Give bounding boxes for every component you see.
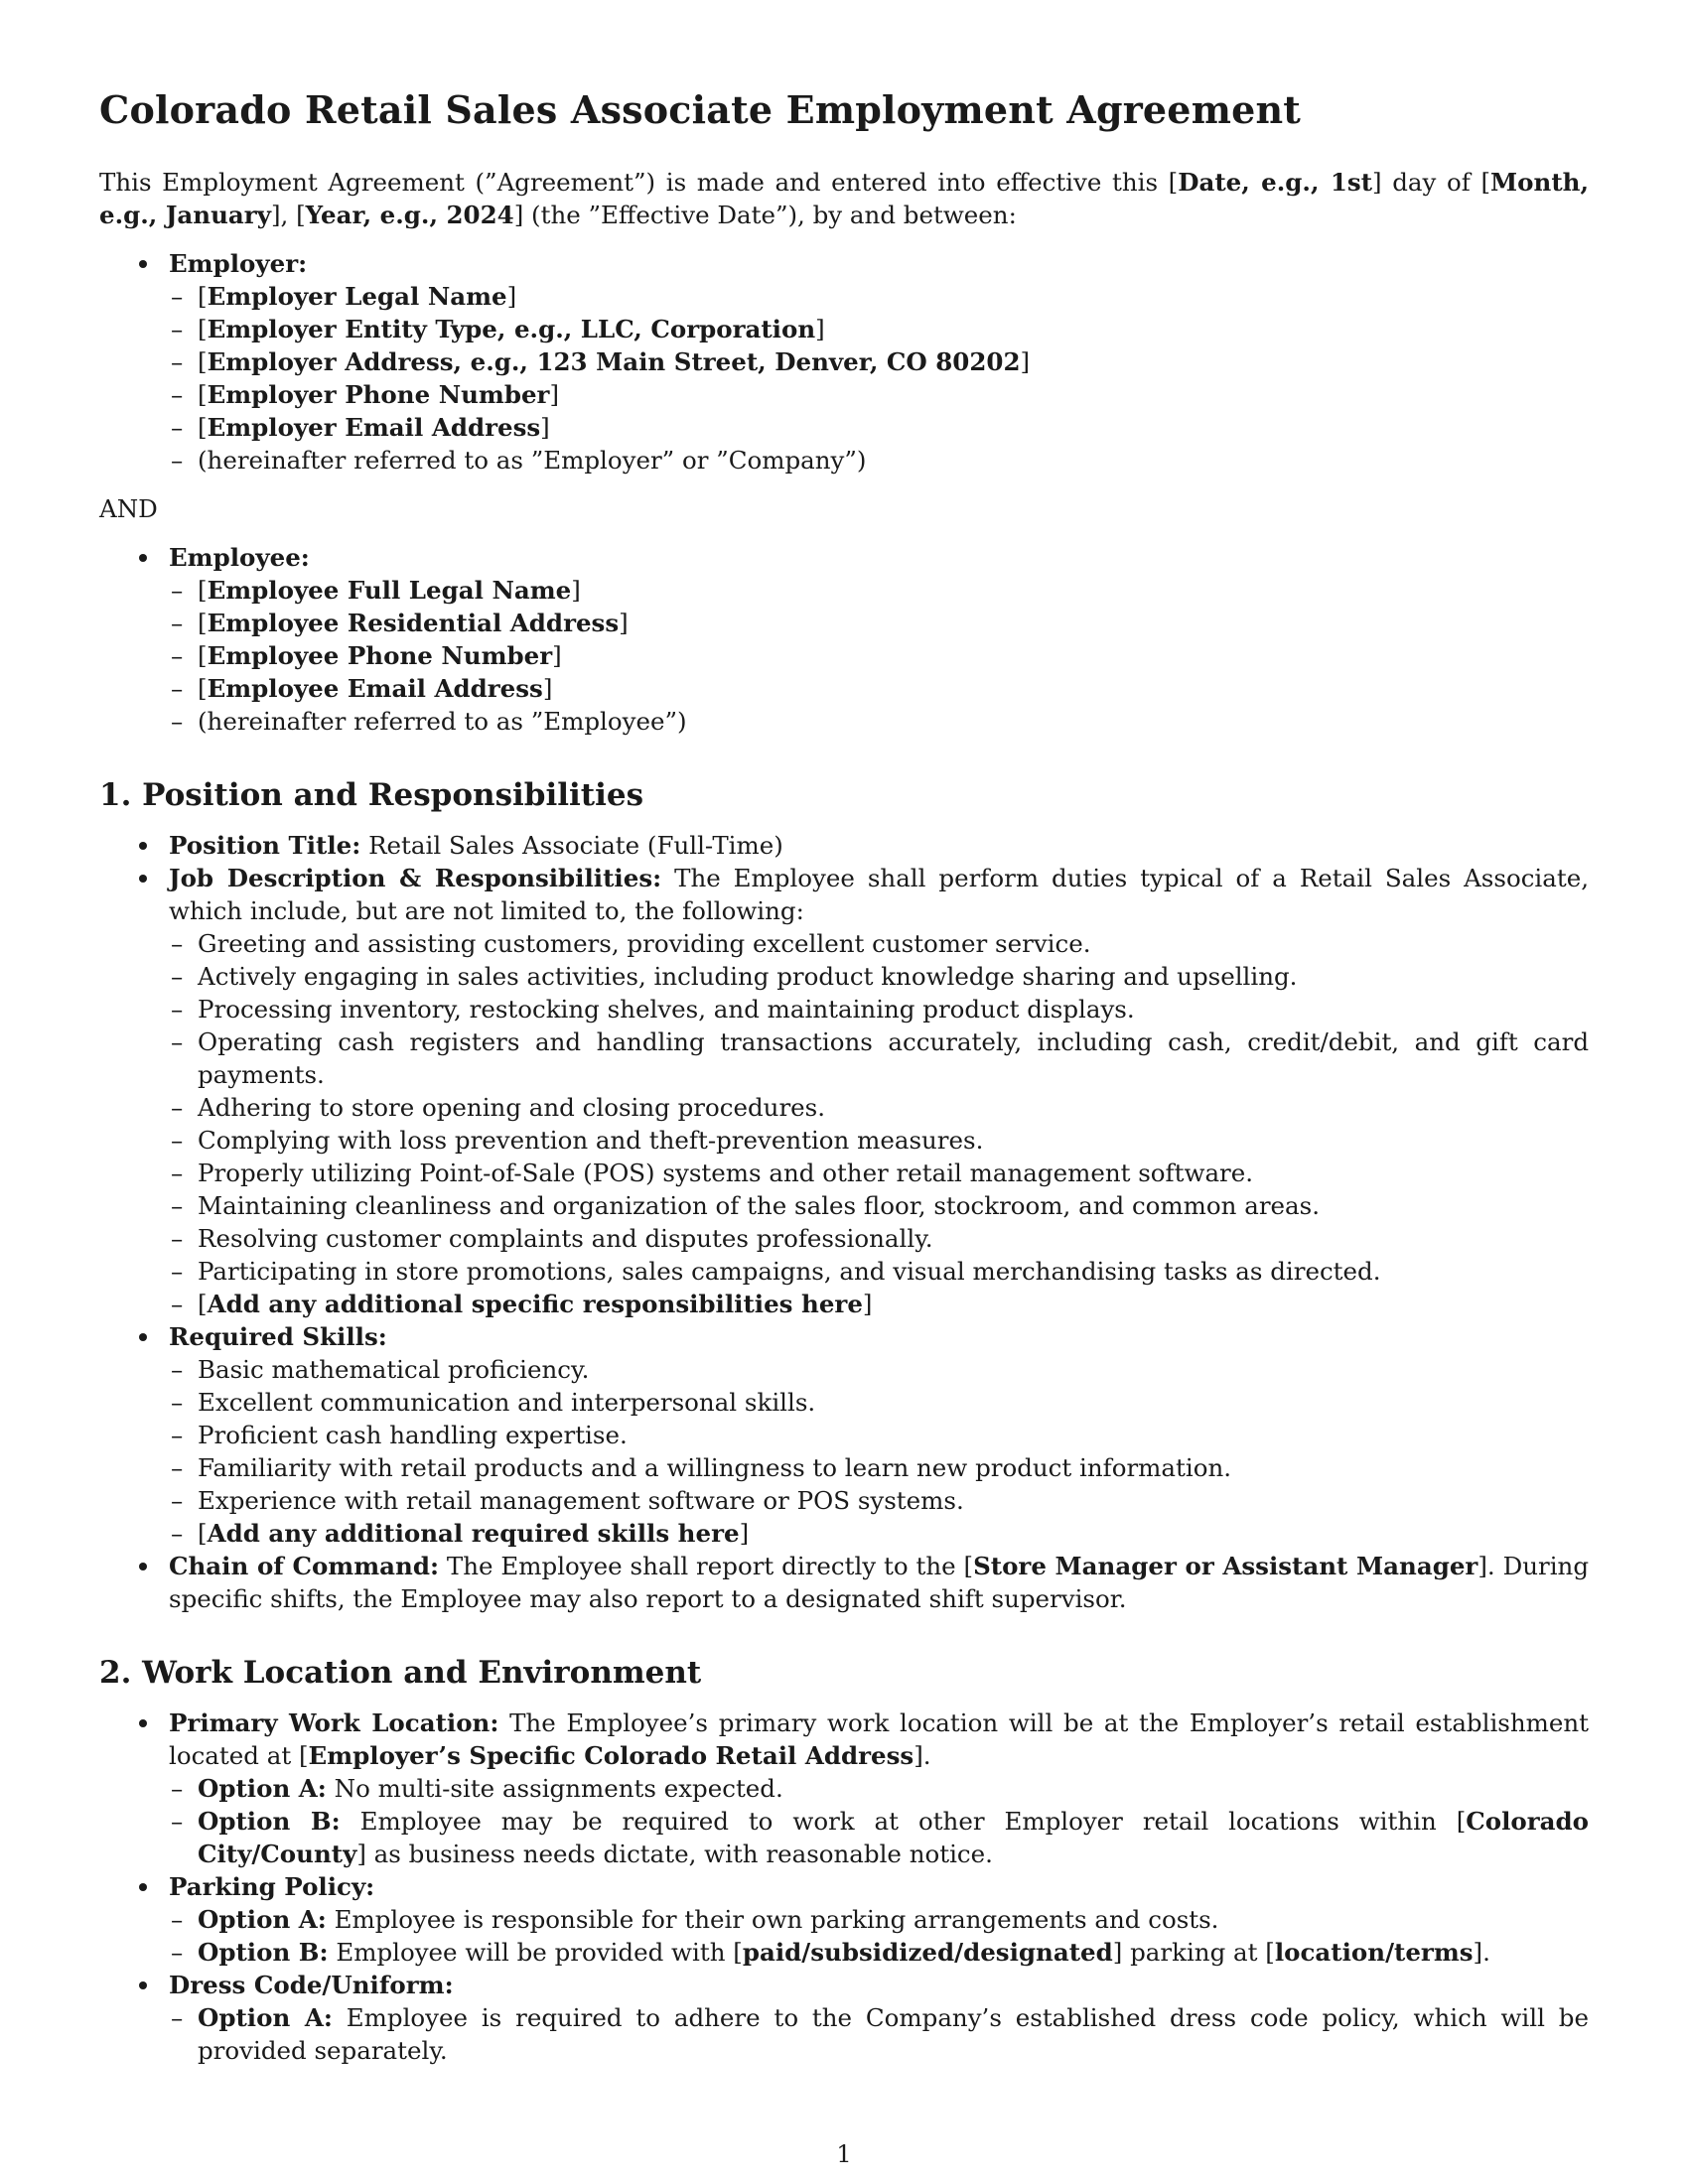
duties-list	[169, 927, 1589, 1320]
option-text: Employee may be required to work at other Employer retail locations within [	[340, 1807, 1467, 1836]
employer-phone: Employer Phone Number	[207, 380, 550, 409]
page-number: 1	[836, 2140, 852, 2168]
option-text: ] as business needs dictate, with reasonable notice.	[356, 1840, 993, 1868]
employer-list	[99, 247, 1589, 477]
employee-label: Employee:	[169, 543, 310, 572]
duty-item: – Greeting and assisting customers, providing excellent customer service.	[169, 927, 1589, 960]
employer-legal-name: Employer Legal Name	[207, 282, 507, 311]
job-description-item	[99, 862, 1589, 1320]
chain-text: The Employee shall report directly to the [	[439, 1552, 974, 1580]
duty-item: – Properly utilizing Point-of-Sale (POS) systems and other retail management software.	[169, 1157, 1589, 1189]
employee-detail: – [Employee Email Address]	[169, 672, 1589, 705]
position-value: Retail Sales Associate (Full-Time)	[360, 831, 783, 860]
employer-detail: – [Employer Email Address]	[169, 411, 1589, 444]
location-option-a	[169, 1772, 1589, 1805]
employee-details	[169, 574, 1589, 738]
job-text: The Employee shall perform duties typical of a Retail Sales Associate, which include, but are not limited to, the following:	[169, 864, 1589, 925]
option-text: Employee is responsible for their own parking arrangements and costs.	[326, 1905, 1219, 1934]
option-label: Option A:	[198, 1774, 327, 1803]
location-option-b	[169, 1805, 1589, 1870]
skill-item: – Experience with retail management software or POS systems.	[169, 1484, 1589, 1517]
parking-type-placeholder: paid/subsidized/designated	[742, 1938, 1113, 1967]
section-1-list	[99, 829, 1589, 1615]
skill-item: – Proficient cash handling expertise.	[169, 1419, 1589, 1451]
skills-list	[169, 1353, 1589, 1550]
duty-item: – Operating cash registers and handling transactions accurately, including cash, credit/debit, and gift card payments.	[169, 1025, 1589, 1091]
date-placeholder: Date, e.g., 1st	[1178, 168, 1373, 197]
employee-detail: – [Employee Phone Number]	[169, 639, 1589, 672]
dress-code-label: Dress Code/Uniform:	[169, 1971, 454, 1999]
employer-details	[169, 280, 1589, 477]
employee-email: Employee Email Address	[207, 674, 543, 703]
duty-item: – Resolving customer complaints and disputes professionally.	[169, 1222, 1589, 1255]
employee-note: – (hereinafter referred to as ”Employee”)	[169, 705, 1589, 738]
skills-label: Required Skills:	[169, 1322, 387, 1351]
skill-item: – Basic mathematical proficiency.	[169, 1353, 1589, 1386]
employee-address: Employee Residential Address	[207, 609, 620, 637]
position-label: Position Title:	[169, 831, 361, 860]
chain-text: ]. During specific shifts, the Employee may also report to a designated shift supervisor.	[169, 1552, 1589, 1613]
option-text: No multi-site assignments expected.	[326, 1774, 783, 1803]
employer-item	[99, 247, 1589, 477]
employer-detail: – [Employer Phone Number]	[169, 378, 1589, 411]
parking-options	[169, 1903, 1589, 1969]
section-2-heading: 2. Work Location and Environment	[99, 1655, 702, 1691]
city-county-placeholder: Colorado City/County	[198, 1807, 1589, 1868]
location-text: The Employee’s primary work location will be at the Employer’s retail establishment located at [	[169, 1708, 1589, 1770]
employer-detail: – [Employer Legal Name]	[169, 280, 1589, 313]
duty-item: – Maintaining cleanliness and organization of the sales floor, stockroom, and common areas.	[169, 1189, 1589, 1222]
employer-note: – (hereinafter referred to as ”Employer” or ”Company”)	[169, 444, 1589, 477]
employer-detail: – [Employer Entity Type, e.g., LLC, Corporation]	[169, 313, 1589, 345]
intro-text: ] day of [	[1372, 168, 1491, 197]
intro-text: This Employment Agreement (”Agreement”) is made and entered into effective this [	[99, 168, 1179, 197]
duty-item: – Adhering to store opening and closing procedures.	[169, 1091, 1589, 1124]
employee-item	[99, 541, 1589, 738]
document-page	[99, 87, 1589, 2067]
year-placeholder: Year, e.g., 2024	[305, 201, 514, 229]
chain-label: Chain of Command:	[169, 1552, 440, 1580]
skill-item: – Excellent communication and interpersonal skills.	[169, 1386, 1589, 1419]
parking-option-a	[169, 1903, 1589, 1936]
section-2-list	[99, 1706, 1589, 2067]
duties-extra-placeholder: Add any additional specific responsibilities here	[207, 1290, 863, 1318]
document-title: Colorado Retail Sales Associate Employment Agreement	[99, 87, 1302, 132]
position-title-item	[99, 829, 1589, 862]
employer-detail: – [Employer Address, e.g., 123 Main Street, Denver, CO 80202]	[169, 345, 1589, 378]
option-text: ].	[1473, 1938, 1490, 1967]
dress-option-a	[169, 2001, 1589, 2067]
option-label: Option A:	[198, 2003, 333, 2032]
employer-address: Employer Address, e.g., 123 Main Street, Denver, CO 80202	[207, 347, 1021, 376]
location-placeholder: Employer’s Specific Colorado Retail Address	[308, 1741, 914, 1770]
employee-detail: – [Employee Full Legal Name]	[169, 574, 1589, 607]
location-text: ].	[914, 1741, 931, 1770]
dress-code-item	[99, 1969, 1589, 2067]
option-text: Employee is required to adhere to the Company’s established dress code policy, which will be provided separately.	[198, 2003, 1589, 2065]
skills-extra-placeholder: Add any additional required skills here	[207, 1519, 740, 1548]
option-label: Option B:	[198, 1938, 329, 1967]
skill-item: – Familiarity with retail products and a willingness to learn new product information.	[169, 1451, 1589, 1484]
intro-text: ] (the ”Effective Date”), by and between:	[513, 201, 1017, 229]
location-options	[169, 1772, 1589, 1870]
duty-item: – Actively engaging in sales activities, including product knowledge sharing and upselling.	[169, 960, 1589, 993]
location-label: Primary Work Location:	[169, 1708, 499, 1737]
duty-item: – Processing inventory, restocking shelves, and maintaining product displays.	[169, 993, 1589, 1025]
employee-name: Employee Full Legal Name	[207, 576, 572, 605]
work-location-item	[99, 1706, 1589, 1870]
intro-paragraph	[99, 166, 1589, 231]
employer-email: Employer Email Address	[207, 413, 541, 442]
employee-phone: Employee Phone Number	[207, 641, 553, 670]
employee-detail: – [Employee Residential Address]	[169, 607, 1589, 639]
employee-list	[99, 541, 1589, 738]
intro-text: ], [	[270, 201, 306, 229]
employer-entity-type: Employer Entity Type, e.g., LLC, Corporation	[207, 315, 816, 343]
option-text: Employee will be provided with [	[328, 1938, 743, 1967]
and-separator: AND	[99, 494, 158, 523]
required-skills-item	[99, 1320, 1589, 1550]
duty-item: – Participating in store promotions, sales campaigns, and visual merchandising tasks as directed.	[169, 1255, 1589, 1288]
duty-item-extra: – [Add any additional specific responsibilities here]	[169, 1288, 1589, 1320]
parking-option-b	[169, 1936, 1589, 1969]
parking-policy-item	[99, 1870, 1589, 1969]
option-label: Option B:	[198, 1807, 341, 1836]
section-1-heading: 1. Position and Responsibilities	[99, 777, 644, 813]
parking-label: Parking Policy:	[169, 1872, 375, 1901]
option-text: ] parking at [	[1112, 1938, 1275, 1967]
option-label: Option A:	[198, 1905, 327, 1934]
skill-item-extra: – [Add any additional required skills here]	[169, 1517, 1589, 1550]
parking-terms-placeholder: location/terms	[1274, 1938, 1474, 1967]
employer-label: Employer:	[169, 249, 308, 278]
chain-of-command-item	[99, 1550, 1589, 1615]
dress-code-options	[169, 2001, 1589, 2067]
month-placeholder: Month, e.g., January	[99, 168, 1589, 229]
job-label: Job Description & Responsibilities:	[169, 864, 662, 892]
chain-placeholder: Store Manager or Assistant Manager	[973, 1552, 1478, 1580]
duty-item: – Complying with loss prevention and theft-prevention measures.	[169, 1124, 1589, 1157]
